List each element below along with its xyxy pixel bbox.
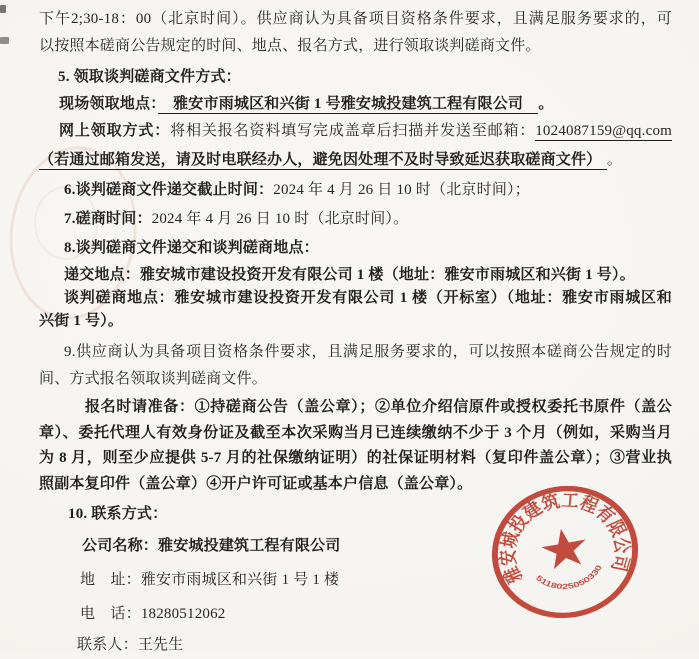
doc-line xyxy=(39,91,672,118)
company-name-value: 雅安城投建筑工程有限公司 xyxy=(158,538,341,554)
scan-artifact xyxy=(0,5,6,13)
section-5-heading: 5. 领取谈判磋商文件方式： xyxy=(58,69,241,85)
negotiation-time-value: 2024 年 4 月 26 日 10 时（北京时间）。 xyxy=(151,211,409,227)
submission-place: 递交地点：雅安城市建设投资开发有限公司 1 楼（地址：雅安市雨城区和兴街 1 号）。 xyxy=(64,267,635,283)
submission-deadline-value: 2024 年 4 月 26 日 10 时（北京时间）； xyxy=(273,182,530,198)
section-9-text: 间、方式报名领取谈判磋商文件。 xyxy=(39,371,268,387)
email-note: （若通过邮箱发送，请及时电联经办人，避免因处理不及时导致延迟获取磋商文件） xyxy=(39,152,607,170)
contact-value: 王先生 xyxy=(137,637,184,653)
seal-star-icon xyxy=(539,525,590,571)
section-9-text: 9.供应商认为具备项目资格条件要求，且满足服务要求的，可以按照本磋商公告规定的时 xyxy=(64,344,672,360)
signup-requirements: 照副本复印件（盖公章）④开户许可证或基本户信息（盖公章）。 xyxy=(39,475,473,492)
intro-text: 以按照本磋商公告规定的时间、地点、报名方式，进行领取谈判磋商文件。 xyxy=(39,38,541,54)
doc-line xyxy=(39,366,672,393)
signup-requirements: 为 8 月，则至少应提供 5-7 月的社保缴纳证明）的社保证明材料（复印件盖公章）；③营业执 xyxy=(39,450,672,466)
onsite-pickup-label: 现场领取地点： xyxy=(59,96,158,112)
section-8-heading: 8.谈判磋商文件递交和谈判磋商地点： xyxy=(64,240,319,256)
phone-label: 电 话： xyxy=(80,606,141,622)
onsite-pickup-address: 雅安市雨城区和兴街 1 号雅安城投建筑工程有限公司 xyxy=(157,96,539,112)
submission-deadline-label: 6.谈判磋商文件递交截止时间： xyxy=(64,182,274,198)
doc-line xyxy=(39,177,672,204)
seal-graphic xyxy=(475,468,655,635)
doc-line xyxy=(39,287,672,310)
contact-label: 联系人： xyxy=(77,637,138,653)
doc-line xyxy=(39,147,672,174)
negotiation-time-label: 7.磋商时间： xyxy=(64,211,152,227)
seal-serial-number: 5118025050330 xyxy=(533,564,604,592)
doc-line xyxy=(39,339,672,366)
punctuation: 。 xyxy=(606,152,623,168)
doc-line xyxy=(39,264,672,287)
seal-company-name: 雅安城投建筑工程有限公司 xyxy=(496,489,634,587)
doc-line xyxy=(39,632,672,659)
address-value: 雅安市雨城区和兴街 1 号 1 楼 xyxy=(140,572,340,588)
scan-artifact xyxy=(0,37,9,44)
doc-line xyxy=(39,33,672,60)
punctuation: 。 xyxy=(538,96,554,112)
company-name-label: 公司名称： xyxy=(82,538,159,554)
doc-line xyxy=(39,6,672,33)
section-10-heading: 10. 联系方式： xyxy=(68,506,168,522)
doc-line xyxy=(39,310,672,333)
intro-text: 下午2;30-18：00（北京时间）。供应商认为具备项目资格条件要求，且满足服务要求的，可 xyxy=(39,11,672,27)
negotiation-place: 兴街 1 号）。 xyxy=(39,313,124,329)
online-pickup-text: 将相关报名资料填写完成盖章后扫描并发送至邮箱： xyxy=(170,123,536,139)
address-label: 地 址： xyxy=(80,572,141,588)
doc-line xyxy=(39,235,672,262)
doc-line xyxy=(39,446,672,472)
signup-requirements: 章）、委托代理人有效身份证及截至本次采购当月已连续缴纳不少于 3 个月（例如，采购当月 xyxy=(39,424,672,441)
doc-line xyxy=(39,64,672,91)
doc-line xyxy=(39,421,672,447)
doc-line xyxy=(39,118,672,145)
doc-line xyxy=(39,395,672,421)
doc-line xyxy=(39,206,672,233)
phone-value: 18280512062 xyxy=(140,606,226,622)
email-address: 1024087159@qq.com xyxy=(535,123,673,139)
company-seal-stamp xyxy=(475,468,655,635)
online-pickup-label: 网上领取方式： xyxy=(59,123,171,139)
signup-requirements: 报名时请准备：①持磋商公告（盖公章）；②单位介绍信原件或授权委托书原件（盖公 xyxy=(85,399,672,415)
negotiation-place: 谈判磋商地点：雅安城市建设投资开发有限公司 1 楼（开标室）（地址：雅安市雨城区和 xyxy=(64,290,672,306)
